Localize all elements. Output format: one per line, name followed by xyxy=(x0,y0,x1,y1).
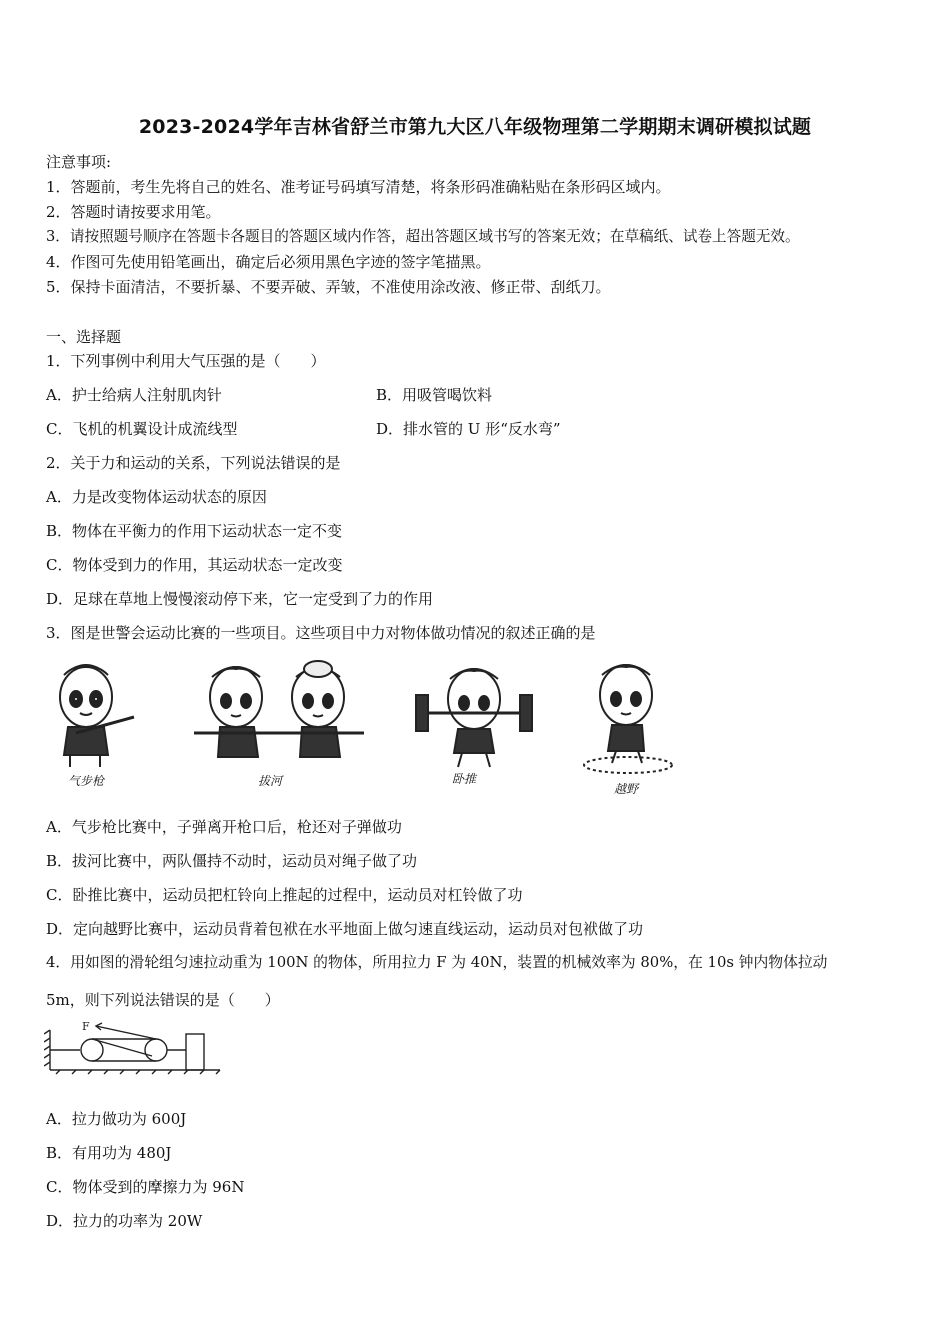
q3-option-a: A．气步枪比赛中，子弹离开枪口后，枪还对子弹做功 xyxy=(46,818,402,836)
q2-stem: 2．关于力和运动的关系，下列说法错误的是 xyxy=(46,454,341,472)
q1-option-c: C．飞机的机翼设计成流线型 xyxy=(46,420,238,438)
caption-air-rifle: 气步枪 xyxy=(68,774,105,788)
notice-item-3: 3．请按照题号顺序在答题卡各题目的答题区域内作答，超出答题区域书写的答案无效；在草稿纸、试卷上答题无效。 xyxy=(46,228,800,245)
notice-item-5: 5．保持卡面清洁，不要折暴、不要弄破、弄皱，不准使用涂改液、修正带、刮纸刀。 xyxy=(46,278,611,296)
q3-figure xyxy=(46,655,696,800)
notice-item-4: 4．作图可先使用铅笔画出，确定后必须用黑色字迹的签字笔描黑。 xyxy=(46,253,491,271)
panda-tug-of-war-illustration xyxy=(194,661,364,757)
caption-tug-of-war: 拔河 xyxy=(258,774,283,788)
q1-option-d: D．排水管的 U 形“反水弯” xyxy=(376,420,561,438)
q4-stem-line-2: 5m，则下列说法错误的是（ ） xyxy=(46,991,280,1009)
q4-option-a: A．拉力做功为 600J xyxy=(46,1110,187,1128)
q4-option-b: B．有用功为 480J xyxy=(46,1144,172,1162)
panda-rifle-illustration xyxy=(60,665,134,767)
panda-bench-press-illustration xyxy=(416,669,532,767)
q3-option-c: C．卧推比赛中，运动员把杠铃向上推起的过程中，运动员对杠铃做了功 xyxy=(46,886,523,904)
section-heading: 一、选择题 xyxy=(46,328,122,346)
caption-cross-country: 越野 xyxy=(614,782,639,796)
pulley-diagram xyxy=(44,1016,224,1078)
page-title: 2023-2024学年吉林省舒兰市第九大区八年级物理第二学期期末调研模拟试题 xyxy=(138,116,812,138)
q1-stem: 1．下列事例中利用大气压强的是（ ） xyxy=(46,352,326,370)
q1-option-b: B．用吸管喝饮料 xyxy=(376,386,493,404)
q2-option-a: A．力是改变物体运动状态的原因 xyxy=(46,488,267,506)
caption-bench-press: 卧推 xyxy=(452,772,477,786)
q4-option-c: C．物体受到的摩擦力为 96N xyxy=(46,1178,245,1196)
notice-item-1: 1．答题前，考生先将自己的姓名、准考证号码填写清楚，将条形码准确粘贴在条形码区域内。 xyxy=(46,178,671,196)
q3-stem: 3．图是世警会运动比赛的一些项目。这些项目中力对物体做功情况的叙述正确的是 xyxy=(46,624,596,642)
notice-item-2: 2．答题时请按要求用笔。 xyxy=(46,203,221,221)
q2-option-b: B．物体在平衡力的作用下运动状态一定不变 xyxy=(46,522,343,540)
q3-option-b: B．拔河比赛中，两队僵持不动时，运动员对绳子做了功 xyxy=(46,852,418,870)
q4-stem-line-1: 4．用如图的滑轮组匀速拉动重为 100N 的物体，所用拉力 F 为 40N，装置的机械效率为 80%，在 10s 钟内物体拉动 xyxy=(46,954,828,971)
force-label: F xyxy=(82,1020,90,1033)
q4-option-d: D．拉力的功率为 20W xyxy=(46,1212,203,1230)
q3-option-d: D．定向越野比赛中，运动员背着包袱在水平地面上做匀速直线运动，运动员对包袱做了功 xyxy=(46,920,644,938)
q2-option-c: C．物体受到力的作用，其运动状态一定改变 xyxy=(46,556,343,574)
notice-heading: 注意事项: xyxy=(46,153,112,171)
q1-option-a: A．护士给病人注射肌肉针 xyxy=(46,386,222,404)
q2-option-d: D．足球在草地上慢慢滚动停下来，它一定受到了力的作用 xyxy=(46,590,434,608)
panda-cross-country-illustration xyxy=(584,665,672,773)
